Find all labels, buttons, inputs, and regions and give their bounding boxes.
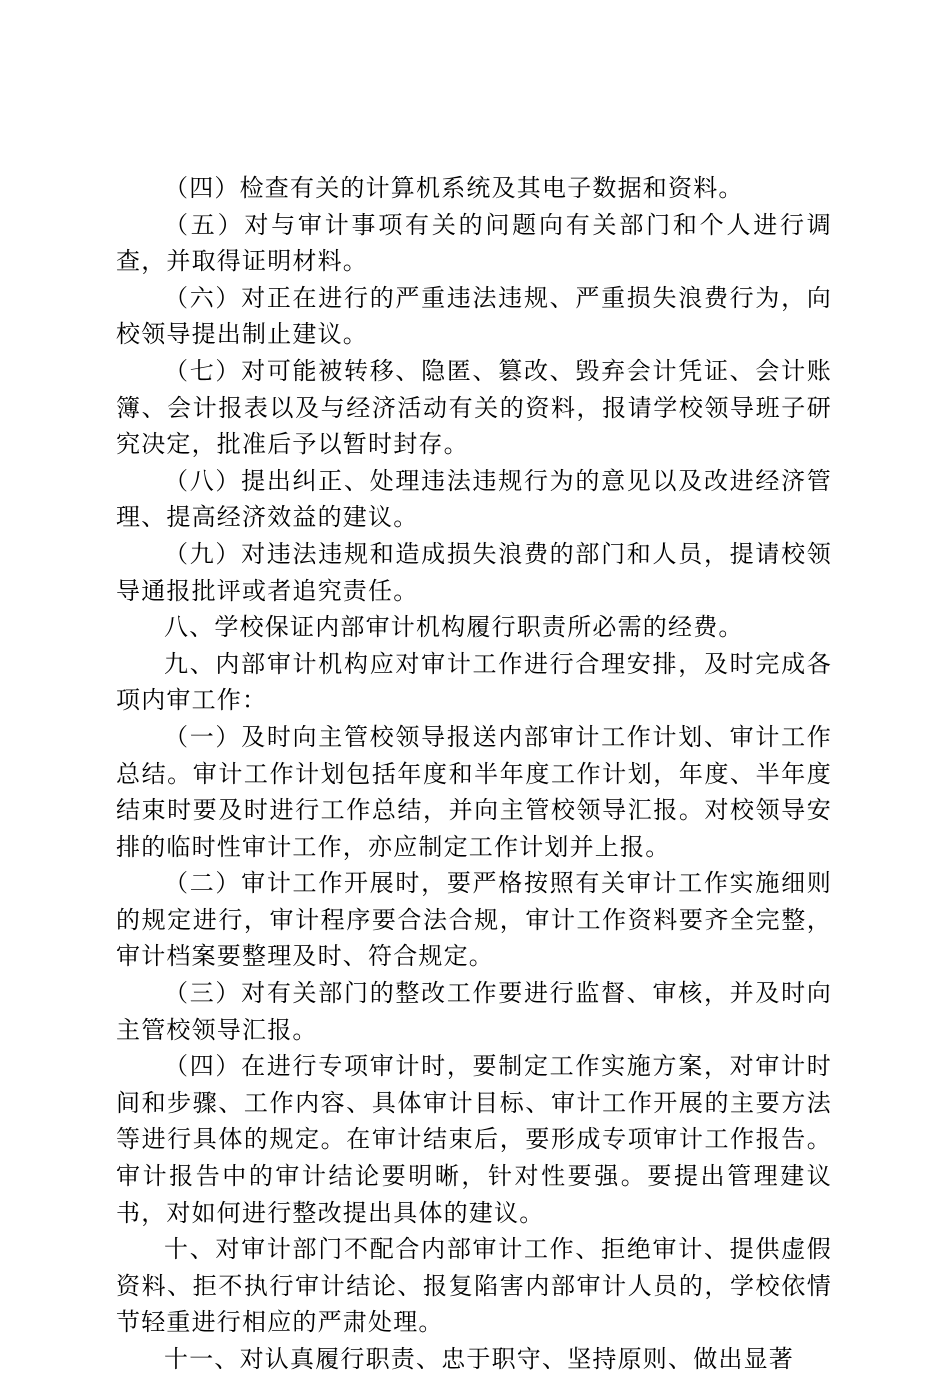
paragraph-sub-3-rectification: （三）对有关部门的整改工作要进行监督、审核，并及时向主管校领导汇报。 [116,979,832,1044]
paragraph-item-9-accountability: （九）对违法违规和造成损失浪费的部门和人员，提请校领导通报批评或者追究责任。 [116,539,832,605]
paragraph-article-11-rewards: 十一、对认真履行职责、忠于职守、坚持原则、做出显著 [164,1345,794,1373]
paragraph-item-6-stop-violations: （六）对正在进行的严重违法违规、严重损失浪费行为，向校领导提出制止建议。 [116,283,832,349]
paragraph-item-8-corrective-suggestions: （八）提出纠正、处理违法违规行为的意见以及改进经济管理、提高经济效益的建议。 [116,466,832,532]
paragraph-article-9-arrangement: 九、内部审计机构应对审计工作进行合理安排，及时完成各项内审工作： [116,649,832,715]
paragraph-sub-1-plan-summary: （一）及时向主管校领导报送内部审计工作计划、审计工作总结。审计工作计划包括年度和半年度工作计划，年度、半年度结束时要及时进行工作总结，并向主管校领导汇报。对校领导安排的临时性审计工作，亦应制定工作计划并上报。 [116,722,832,861]
paragraph-item-4-computer-systems: （四）检查有关的计算机系统及其电子数据和资料。 [164,174,744,202]
document-body [116,170,832,1378]
paragraph-article-10-penalties: 十、对审计部门不配合内部审计工作、拒绝审计、提供虚假资料、拒不执行审计结论、报复陷害内部审计人员的，学校依情节轻重进行相应的严肃处理。 [116,1235,832,1337]
paragraph-article-8-funding: 八、学校保证内部审计机构履行职责所必需的经费。 [164,613,744,642]
paragraph-item-7-seal-records: （七）对可能被转移、隐匿、篡改、毁弃会计凭证、会计账簿、会计报表以及与经济活动有关的资料，报请学校领导班子研究决定，批准后予以暂时封存。 [116,356,832,459]
paragraph-sub-2-procedure: （二）审计工作开展时，要严格按照有关审计工作实施细则的规定进行，审计程序要合法合规，审计工作资料要齐全完整，审计档案要整理及时、符合规定。 [116,869,832,971]
paragraph-item-5-investigation: （五）对与审计事项有关的问题向有关部门和个人进行调查，并取得证明材料。 [116,210,832,276]
paragraph-sub-4-special-audit: （四）在进行专项审计时，要制定工作实施方案，对审计时间和步骤、工作内容、具体审计目标、审计工作开展的主要方法等进行具体的规定。在审计结束后，要形成专项审计工作报告。审计报告中的审计结论要明晰，针对性要强。要提出管理建议书，对如何进行整改提出具体的建议。 [116,1052,832,1227]
